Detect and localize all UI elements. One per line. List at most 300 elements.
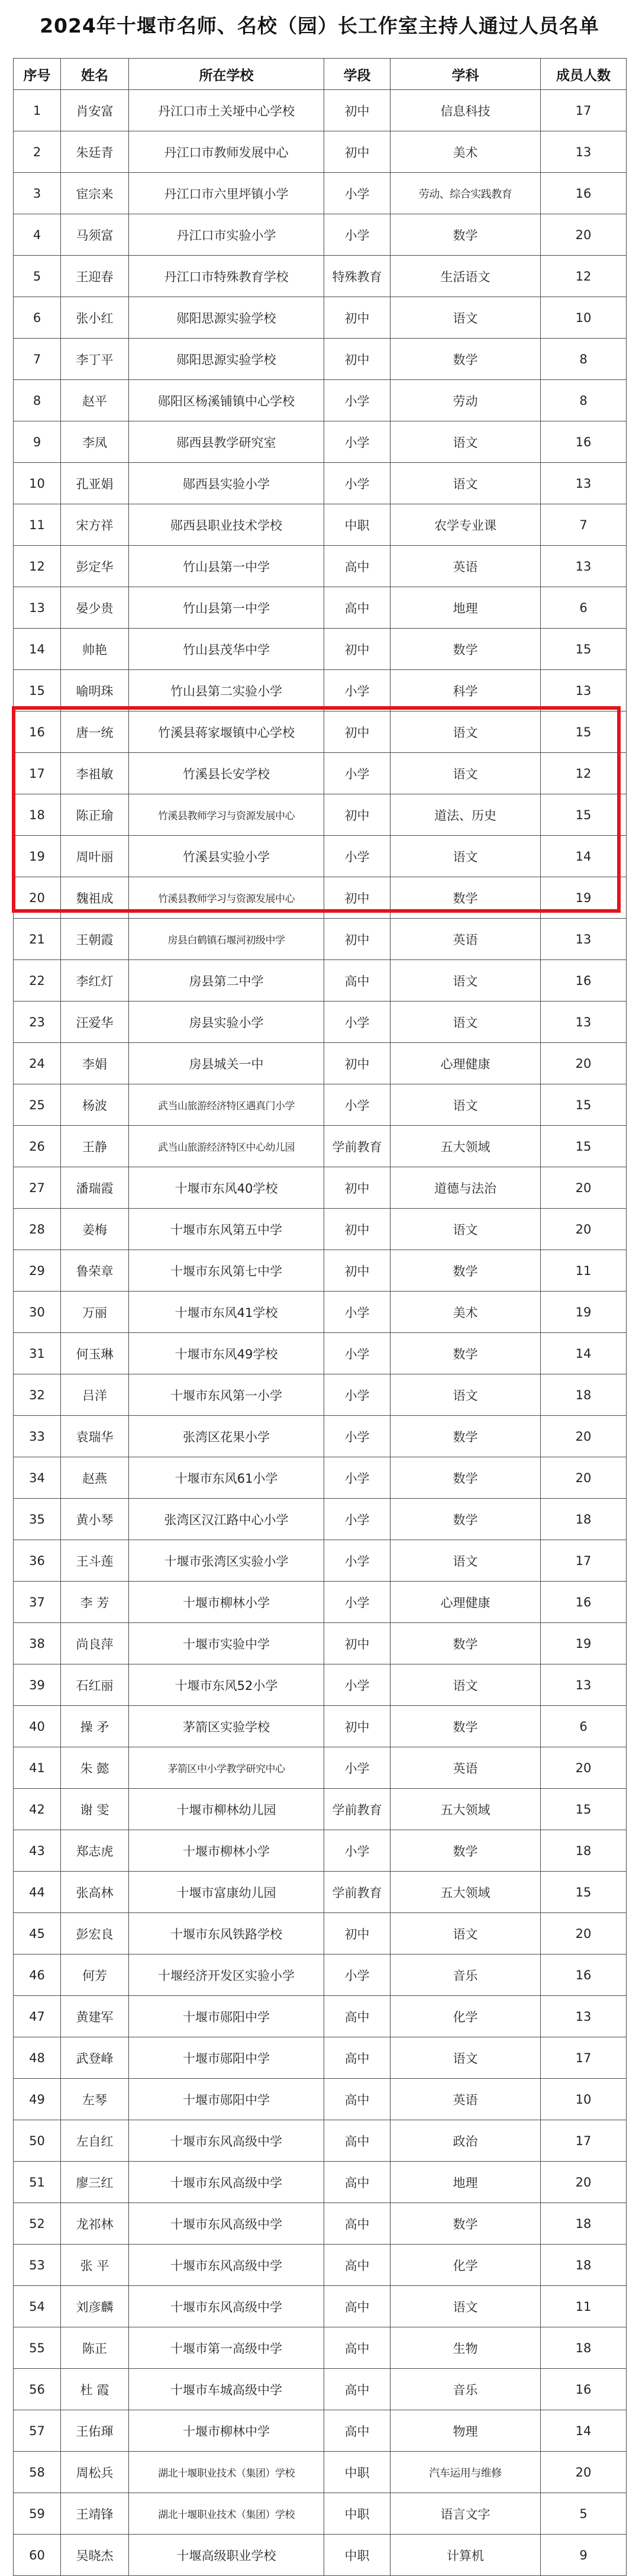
- name-cell: 宋方祥: [61, 504, 129, 546]
- name-cell: 黄建军: [61, 1996, 129, 2037]
- table-row: [14, 587, 627, 629]
- table-row: [14, 1540, 627, 1582]
- seq-cell: 24: [14, 1043, 61, 1084]
- subject-cell: 生活语文: [390, 256, 541, 297]
- subject-cell: 农学专业课: [390, 504, 541, 546]
- seq-cell: 54: [14, 2286, 61, 2327]
- school-cell: 竹山县茂华中学: [129, 629, 324, 670]
- seq-cell: 55: [14, 2327, 61, 2369]
- subject-cell: 心理健康: [390, 1582, 541, 1623]
- subject-cell: 劳动: [390, 380, 541, 421]
- school-cell: 竹山县第一中学: [129, 587, 324, 629]
- stage-cell: 特殊教育: [324, 256, 390, 297]
- school-cell: 十堰市郧阳中学: [129, 1996, 324, 2037]
- members-cell: 14: [541, 1333, 627, 1374]
- name-cell: 杜 霞: [61, 2369, 129, 2410]
- members-cell: 7: [541, 504, 627, 546]
- name-cell: 魏祖成: [61, 877, 129, 919]
- name-cell: 谢 雯: [61, 1789, 129, 1830]
- members-cell: 20: [541, 1043, 627, 1084]
- members-cell: 18: [541, 1499, 627, 1540]
- school-cell: 房县白鹤镇石堰河初级中学: [129, 919, 324, 960]
- members-cell: 13: [541, 670, 627, 711]
- table-row: [14, 1292, 627, 1333]
- seq-cell: 21: [14, 919, 61, 960]
- members-cell: 18: [541, 1374, 627, 1416]
- subject-cell: 数学: [390, 1706, 541, 1747]
- seq-cell: 52: [14, 2203, 61, 2245]
- subject-cell: 英语: [390, 1747, 541, 1789]
- stage-cell: 小学: [324, 1954, 390, 1996]
- school-cell: 十堰市柳林小学: [129, 1582, 324, 1623]
- stage-cell: 学前教育: [324, 1872, 390, 1913]
- seq-cell: 46: [14, 1954, 61, 1996]
- seq-cell: 44: [14, 1872, 61, 1913]
- school-cell: 十堰市郧阳中学: [129, 2079, 324, 2120]
- table-row: [14, 1789, 627, 1830]
- subject-cell: 语文: [390, 711, 541, 753]
- seq-cell: 43: [14, 1830, 61, 1872]
- stage-cell: 高中: [324, 546, 390, 587]
- school-cell: 十堰市东风41学校: [129, 1292, 324, 1333]
- subject-cell: 五大领域: [390, 1789, 541, 1830]
- members-cell: 10: [541, 297, 627, 339]
- school-cell: 郧阳思源实验学校: [129, 339, 324, 380]
- members-cell: 20: [541, 1416, 627, 1457]
- stage-cell: 高中: [324, 1996, 390, 2037]
- table-row: [14, 256, 627, 297]
- school-cell: 十堰高级职业学校: [129, 2535, 324, 2576]
- name-cell: 李凤: [61, 421, 129, 463]
- stage-cell: 初中: [324, 1623, 390, 1664]
- stage-cell: 高中: [324, 2162, 390, 2203]
- members-cell: 16: [541, 2369, 627, 2410]
- seq-cell: 9: [14, 421, 61, 463]
- members-cell: 13: [541, 1664, 627, 1706]
- table-row: [14, 877, 627, 919]
- members-cell: 20: [541, 1209, 627, 1250]
- stage-cell: 小学: [324, 1002, 390, 1043]
- school-cell: 竹溪县蒋家堰镇中心学校: [129, 711, 324, 753]
- seq-cell: 60: [14, 2535, 61, 2576]
- subject-cell: 数学: [390, 2203, 541, 2245]
- name-cell: 宦宗来: [61, 173, 129, 214]
- table-row: [14, 2079, 627, 2120]
- table-row: [14, 1374, 627, 1416]
- seq-cell: 49: [14, 2079, 61, 2120]
- stage-cell: 小学: [324, 1084, 390, 1126]
- school-cell: 竹溪县长安学校: [129, 753, 324, 794]
- members-cell: 15: [541, 1789, 627, 1830]
- header-members: 成员人数: [541, 59, 627, 90]
- school-cell: 丹江口市特殊教育学校: [129, 256, 324, 297]
- school-cell: 十堰市东风高级中学: [129, 2120, 324, 2162]
- subject-cell: 地理: [390, 587, 541, 629]
- name-cell: 何芳: [61, 1954, 129, 1996]
- seq-cell: 37: [14, 1582, 61, 1623]
- table-row: [14, 629, 627, 670]
- subject-cell: 语文: [390, 297, 541, 339]
- stage-cell: 小学: [324, 1292, 390, 1333]
- table-row: [14, 1084, 627, 1126]
- school-cell: 张湾区花果小学: [129, 1416, 324, 1457]
- stage-cell: 中职: [324, 2452, 390, 2493]
- school-cell: 房县实验小学: [129, 1002, 324, 1043]
- school-cell: 茅箭区中小学教学研究中心: [129, 1747, 324, 1789]
- name-cell: 龙祁林: [61, 2203, 129, 2245]
- school-cell: 十堰市第一高级中学: [129, 2327, 324, 2369]
- name-cell: 张小红: [61, 297, 129, 339]
- table-row: [14, 2535, 627, 2576]
- members-cell: 15: [541, 1126, 627, 1167]
- name-cell: 李红灯: [61, 960, 129, 1002]
- header-school: 所在学校: [129, 59, 324, 90]
- stage-cell: 初中: [324, 794, 390, 836]
- name-cell: 陈正: [61, 2327, 129, 2369]
- members-cell: 20: [541, 2452, 627, 2493]
- seq-cell: 1: [14, 90, 61, 131]
- table-row: [14, 2203, 627, 2245]
- members-cell: 19: [541, 1623, 627, 1664]
- stage-cell: 小学: [324, 836, 390, 877]
- subject-cell: 科学: [390, 670, 541, 711]
- table-row: [14, 380, 627, 421]
- table-row: [14, 836, 627, 877]
- stage-cell: 小学: [324, 1830, 390, 1872]
- school-cell: 湖北十堰职业技术（集团）学校: [129, 2493, 324, 2535]
- name-cell: 李 芳: [61, 1582, 129, 1623]
- members-cell: 12: [541, 753, 627, 794]
- subject-cell: 语文: [390, 2286, 541, 2327]
- stage-cell: 初中: [324, 90, 390, 131]
- school-cell: 郧阳思源实验学校: [129, 297, 324, 339]
- school-cell: 郧阳区杨溪铺镇中心学校: [129, 380, 324, 421]
- members-cell: 18: [541, 1830, 627, 1872]
- seq-cell: 15: [14, 670, 61, 711]
- stage-cell: 高中: [324, 2120, 390, 2162]
- subject-cell: 数学: [390, 1623, 541, 1664]
- school-cell: 十堰市张湾区实验小学: [129, 1540, 324, 1582]
- school-cell: 十堰市东风铁路学校: [129, 1913, 324, 1954]
- seq-cell: 34: [14, 1457, 61, 1499]
- members-cell: 16: [541, 960, 627, 1002]
- members-cell: 17: [541, 1540, 627, 1582]
- name-cell: 周松兵: [61, 2452, 129, 2493]
- table-row: [14, 1043, 627, 1084]
- school-cell: 十堰市东风第七中学: [129, 1250, 324, 1292]
- stage-cell: 高中: [324, 2286, 390, 2327]
- stage-cell: 初中: [324, 711, 390, 753]
- members-cell: 6: [541, 1706, 627, 1747]
- table-row: [14, 297, 627, 339]
- stage-cell: 高中: [324, 587, 390, 629]
- subject-cell: 语文: [390, 960, 541, 1002]
- stage-cell: 学前教育: [324, 1126, 390, 1167]
- header-seq: 序号: [14, 59, 61, 90]
- name-cell: 赵平: [61, 380, 129, 421]
- header-name: 姓名: [61, 59, 129, 90]
- subject-cell: 地理: [390, 2162, 541, 2203]
- school-cell: 武当山旅游经济特区遇真门小学: [129, 1084, 324, 1126]
- members-cell: 15: [541, 1872, 627, 1913]
- members-cell: 17: [541, 90, 627, 131]
- subject-cell: 数学: [390, 1333, 541, 1374]
- table-row: [14, 794, 627, 836]
- subject-cell: 数学: [390, 1250, 541, 1292]
- subject-cell: 道法、历史: [390, 794, 541, 836]
- members-cell: 16: [541, 1582, 627, 1623]
- stage-cell: 小学: [324, 1416, 390, 1457]
- members-cell: 9: [541, 2535, 627, 2576]
- members-cell: 15: [541, 629, 627, 670]
- name-cell: 吴晓杰: [61, 2535, 129, 2576]
- subject-cell: 美术: [390, 1292, 541, 1333]
- members-cell: 17: [541, 2120, 627, 2162]
- seq-cell: 31: [14, 1333, 61, 1374]
- seq-cell: 25: [14, 1084, 61, 1126]
- name-cell: 袁瑞华: [61, 1416, 129, 1457]
- stage-cell: 高中: [324, 2369, 390, 2410]
- name-cell: 朱廷青: [61, 131, 129, 173]
- school-cell: 丹江口市实验小学: [129, 214, 324, 256]
- name-cell: 刘彦麟: [61, 2286, 129, 2327]
- seq-cell: 20: [14, 877, 61, 919]
- seq-cell: 35: [14, 1499, 61, 1540]
- name-cell: 唐一统: [61, 711, 129, 753]
- school-cell: 十堰市东风高级中学: [129, 2286, 324, 2327]
- subject-cell: 语文: [390, 753, 541, 794]
- members-cell: 20: [541, 1747, 627, 1789]
- seq-cell: 4: [14, 214, 61, 256]
- table-row: [14, 670, 627, 711]
- stage-cell: 高中: [324, 2203, 390, 2245]
- table-row: [14, 2162, 627, 2203]
- name-cell: 李娟: [61, 1043, 129, 1084]
- subject-cell: 英语: [390, 2079, 541, 2120]
- subject-cell: 汽车运用与维修: [390, 2452, 541, 2493]
- school-cell: 十堰市东风52小学: [129, 1664, 324, 1706]
- stage-cell: 小学: [324, 1664, 390, 1706]
- table-row: [14, 1872, 627, 1913]
- name-cell: 姜梅: [61, 1209, 129, 1250]
- school-cell: 十堰市东风61小学: [129, 1457, 324, 1499]
- seq-cell: 18: [14, 794, 61, 836]
- name-cell: 赵燕: [61, 1457, 129, 1499]
- stage-cell: 小学: [324, 380, 390, 421]
- seq-cell: 11: [14, 504, 61, 546]
- table-row: [14, 1002, 627, 1043]
- name-cell: 王迎春: [61, 256, 129, 297]
- subject-cell: 语文: [390, 1664, 541, 1706]
- name-cell: 王静: [61, 1126, 129, 1167]
- stage-cell: 小学: [324, 1374, 390, 1416]
- seq-cell: 14: [14, 629, 61, 670]
- name-cell: 郑志虎: [61, 1830, 129, 1872]
- subject-cell: 数学: [390, 629, 541, 670]
- subject-cell: 美术: [390, 131, 541, 173]
- school-cell: 十堰市东风49学校: [129, 1333, 324, 1374]
- school-cell: 十堰市东风第五中学: [129, 1209, 324, 1250]
- table-header-row: [14, 59, 627, 90]
- table-row: [14, 421, 627, 463]
- seq-cell: 27: [14, 1167, 61, 1209]
- stage-cell: 初中: [324, 1913, 390, 1954]
- school-cell: 十堰市郧阳中学: [129, 2037, 324, 2079]
- stage-cell: 中职: [324, 2493, 390, 2535]
- name-cell: 肖安富: [61, 90, 129, 131]
- seq-cell: 23: [14, 1002, 61, 1043]
- stage-cell: 学前教育: [324, 1789, 390, 1830]
- seq-cell: 42: [14, 1789, 61, 1830]
- school-cell: 丹江口市教师发展中心: [129, 131, 324, 173]
- name-cell: 王佑琿: [61, 2410, 129, 2452]
- table-row: [14, 2327, 627, 2369]
- name-cell: 何玉琳: [61, 1333, 129, 1374]
- subject-cell: 音乐: [390, 1954, 541, 1996]
- table-row: [14, 2452, 627, 2493]
- subject-cell: 语言文字: [390, 2493, 541, 2535]
- members-cell: 16: [541, 173, 627, 214]
- seq-cell: 10: [14, 463, 61, 504]
- subject-cell: 语文: [390, 1913, 541, 1954]
- seq-cell: 58: [14, 2452, 61, 2493]
- school-cell: 十堰市东风第一小学: [129, 1374, 324, 1416]
- members-cell: 8: [541, 380, 627, 421]
- table-row: [14, 1913, 627, 1954]
- members-cell: 16: [541, 1954, 627, 1996]
- seq-cell: 36: [14, 1540, 61, 1582]
- subject-cell: 五大领域: [390, 1872, 541, 1913]
- school-cell: 房县城关一中: [129, 1043, 324, 1084]
- table-row: [14, 1830, 627, 1872]
- members-cell: 13: [541, 463, 627, 504]
- table-row: [14, 753, 627, 794]
- seq-cell: 48: [14, 2037, 61, 2079]
- table-row: [14, 546, 627, 587]
- table-row: [14, 2493, 627, 2535]
- subject-cell: 数学: [390, 1499, 541, 1540]
- school-cell: 十堰市柳林幼儿园: [129, 1789, 324, 1830]
- members-cell: 13: [541, 919, 627, 960]
- subject-cell: 语文: [390, 421, 541, 463]
- seq-cell: 38: [14, 1623, 61, 1664]
- table-row: [14, 1954, 627, 1996]
- name-cell: 汪爱华: [61, 1002, 129, 1043]
- seq-cell: 40: [14, 1706, 61, 1747]
- school-cell: 竹溪县教师学习与资源发展中心: [129, 877, 324, 919]
- name-cell: 尚良萍: [61, 1623, 129, 1664]
- school-cell: 郧西县职业技术学校: [129, 504, 324, 546]
- stage-cell: 初中: [324, 1706, 390, 1747]
- table-row: [14, 919, 627, 960]
- school-cell: 十堰经济开发区实验小学: [129, 1954, 324, 1996]
- members-cell: 14: [541, 2410, 627, 2452]
- school-cell: 十堰市柳林小学: [129, 1830, 324, 1872]
- name-cell: 张高林: [61, 1872, 129, 1913]
- page-title: 2024年十堰市名师、名校（园）长工作室主持人通过人员名单: [40, 14, 599, 37]
- name-cell: 左琴: [61, 2079, 129, 2120]
- seq-cell: 51: [14, 2162, 61, 2203]
- school-cell: 十堰市东风高级中学: [129, 2162, 324, 2203]
- table-row: [14, 131, 627, 173]
- name-cell: 万丽: [61, 1292, 129, 1333]
- name-cell: 王靖锋: [61, 2493, 129, 2535]
- seq-cell: 56: [14, 2369, 61, 2410]
- subject-cell: 音乐: [390, 2369, 541, 2410]
- members-cell: 20: [541, 214, 627, 256]
- table-row: [14, 1582, 627, 1623]
- seq-cell: 6: [14, 297, 61, 339]
- name-cell: 喻明珠: [61, 670, 129, 711]
- seq-cell: 19: [14, 836, 61, 877]
- stage-cell: 中职: [324, 504, 390, 546]
- name-cell: 操 矛: [61, 1706, 129, 1747]
- table-row: [14, 1706, 627, 1747]
- subject-cell: 英语: [390, 546, 541, 587]
- members-cell: 15: [541, 794, 627, 836]
- seq-cell: 45: [14, 1913, 61, 1954]
- stage-cell: 小学: [324, 214, 390, 256]
- table-row: [14, 1664, 627, 1706]
- stage-cell: 初中: [324, 1209, 390, 1250]
- members-cell: 13: [541, 1996, 627, 2037]
- school-cell: 十堰市东风高级中学: [129, 2245, 324, 2286]
- stage-cell: 初中: [324, 919, 390, 960]
- members-cell: 5: [541, 2493, 627, 2535]
- table-row: [14, 2410, 627, 2452]
- subject-cell: 道德与法治: [390, 1167, 541, 1209]
- name-cell: 彭宏良: [61, 1913, 129, 1954]
- header-stage: 学段: [324, 59, 390, 90]
- name-cell: 吕洋: [61, 1374, 129, 1416]
- seq-cell: 13: [14, 587, 61, 629]
- seq-cell: 7: [14, 339, 61, 380]
- table-row: [14, 1457, 627, 1499]
- subject-cell: 语文: [390, 1374, 541, 1416]
- subject-cell: 物理: [390, 2410, 541, 2452]
- school-cell: 张湾区汉江路中心小学: [129, 1499, 324, 1540]
- subject-cell: 化学: [390, 2245, 541, 2286]
- stage-cell: 小学: [324, 421, 390, 463]
- members-cell: 15: [541, 1084, 627, 1126]
- subject-cell: 数学: [390, 214, 541, 256]
- stage-cell: 小学: [324, 1457, 390, 1499]
- stage-cell: 初中: [324, 1043, 390, 1084]
- members-cell: 20: [541, 1457, 627, 1499]
- table-row: [14, 1996, 627, 2037]
- stage-cell: 初中: [324, 339, 390, 380]
- subject-cell: 语文: [390, 463, 541, 504]
- table-body: [14, 90, 627, 2576]
- subject-cell: 计算机: [390, 2535, 541, 2576]
- members-cell: 20: [541, 1167, 627, 1209]
- seq-cell: 8: [14, 380, 61, 421]
- name-cell: 廖三红: [61, 2162, 129, 2203]
- seq-cell: 39: [14, 1664, 61, 1706]
- members-cell: 13: [541, 546, 627, 587]
- name-cell: 武登峰: [61, 2037, 129, 2079]
- subject-cell: 化学: [390, 1996, 541, 2037]
- members-cell: 14: [541, 836, 627, 877]
- stage-cell: 小学: [324, 753, 390, 794]
- stage-cell: 高中: [324, 2245, 390, 2286]
- stage-cell: 高中: [324, 2079, 390, 2120]
- stage-cell: 中职: [324, 2535, 390, 2576]
- school-cell: 丹江口市土关垭中心学校: [129, 90, 324, 131]
- subject-cell: 语文: [390, 1540, 541, 1582]
- members-cell: 10: [541, 2079, 627, 2120]
- subject-cell: 数学: [390, 1830, 541, 1872]
